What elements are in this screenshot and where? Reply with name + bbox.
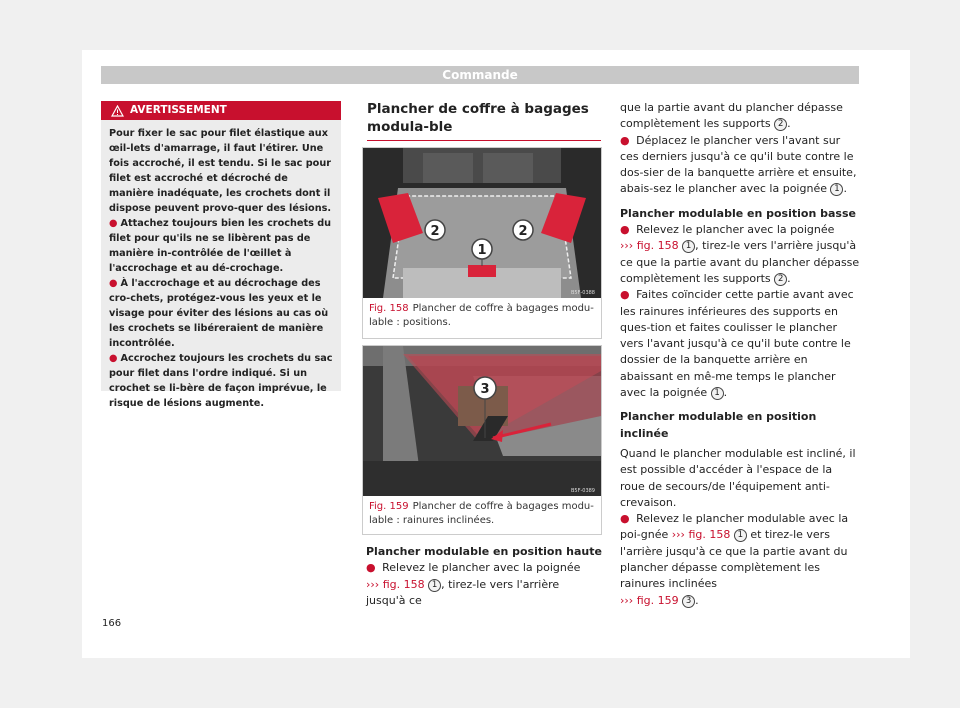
warning-title: AVERTISSEMENT xyxy=(130,104,227,116)
trunk-floor-illustration xyxy=(363,148,601,298)
warning-item: ● À l'accrochage et au décrochage des cro-chets, protégez-vous les yeux et le visage pour éviter des lésions au cas où les crochets se libéreraient de manière incontrôlée. xyxy=(109,278,329,349)
warning-box xyxy=(101,101,341,409)
subheading: Plancher modulable en position basse xyxy=(620,206,856,220)
figure-label: 1 xyxy=(477,243,487,258)
paragraph: que la partie avant du plancher dépasse complètement les supports 2 . xyxy=(620,101,843,131)
callout-number: 3 xyxy=(682,595,695,608)
figure-reference-link[interactable]: ››› fig. 158 xyxy=(671,528,731,542)
instruction-bullet: ● Faites coïncider cette partie avant avec les rainures inférieures des supports en ques-tion et faites coulisser le plancher vers l'avant jusqu'à ce qu'il bute contre le dossier de la banquette arrière en abaissant en mê-me temps le plancher avec la poignée 1 . xyxy=(620,288,854,400)
callout-number: 1 xyxy=(682,240,695,253)
section-title: Plancher de coffre à bagages modula-ble xyxy=(367,101,589,135)
trunk-inclined-illustration xyxy=(363,346,601,496)
bullet-icon: ● xyxy=(620,512,630,526)
figure-label: 2 xyxy=(430,224,440,239)
warning-title-bar xyxy=(101,101,341,120)
column-2-text xyxy=(366,544,602,609)
image-code: B5F-0389 xyxy=(570,488,595,494)
bullet-icon: ● xyxy=(109,278,118,289)
paragraph: Quand le plancher modulable est incliné, il est possible d'accéder à l'espace de la roue de secours/de l'équipement anti-crevaison. xyxy=(620,446,856,509)
figure-159 xyxy=(362,345,602,535)
instruction-bullet: ● Déplacez le plancher vers l'avant sur ces derniers jusqu'à ce qu'il bute contre le dos-sier de la banquette arrière et ensuite, abais-sez le plancher avec la poignée 1 . xyxy=(620,133,857,196)
warning-body xyxy=(101,120,341,411)
callout-number: 1 xyxy=(428,579,441,592)
figure-label: 3 xyxy=(480,382,490,397)
subheading: Plancher modulable en position haute xyxy=(366,545,602,558)
column-3-text xyxy=(620,100,860,609)
instruction-bullet: ● Relevez le plancher avec la poignée ››› fig. 158 1 , tirez-le vers l'arrière jusqu'à ce que la partie avant du plancher dépasse complètement les supports 2 . xyxy=(620,223,860,285)
figure-158 xyxy=(362,147,602,339)
figure-reference-link[interactable]: ››› fig. 158 xyxy=(366,577,425,591)
figure-label: 2 xyxy=(518,224,528,239)
figure-caption: Fig. 158 Plancher de coffre à bagages modu-lable : positions. xyxy=(369,303,594,328)
warning-intro: Pour fixer le sac pour filet élastique aux œil-lets d'amarrage, il faut l'étirer. Une fois accroché, il est tendu. Si le sac pour filet est accroché et décroché de manière inadéquate, les crochets dont il dispose peuvent provo-quer des lésions. xyxy=(109,128,332,214)
figure-reference-link[interactable]: ››› fig. 159 xyxy=(620,593,679,607)
bullet-icon: ● xyxy=(109,218,118,229)
bullet-icon: ● xyxy=(109,353,118,364)
callout-number: 1 xyxy=(711,387,724,400)
page-number: 166 xyxy=(102,618,122,629)
callout-number: 1 xyxy=(830,183,843,196)
instruction-bullet: ● Relevez le plancher modulable avec la poi-gnée ››› fig. 158 1 et tirez-le vers l'arrière jusqu'à ce que la partie avant du plancher dépasse complètement les rainures inclinées ››› fig. 159 3 . xyxy=(620,512,849,607)
figure-158-image xyxy=(363,148,601,298)
figure-159-image xyxy=(363,346,601,496)
figure-caption: Fig. 159 Plancher de coffre à bagages modu-lable : rainures inclinées. xyxy=(369,501,594,526)
warning-item: ● Accrochez toujours les crochets du sac pour filet dans l'ordre indiqué. Si un crochet se li-bère de façon imprévue, le risque de lésions augmente. xyxy=(109,353,333,409)
bullet-icon: ● xyxy=(620,223,630,237)
warning-item: ● Attachez toujours bien les crochets du filet pour qu'ils ne se libèrent pas de manière in-contrôlée de l'œillet à l'accrochage et au dé-crochage. xyxy=(109,218,332,274)
image-code: B5F-0388 xyxy=(570,290,595,296)
warning-triangle-icon xyxy=(111,105,124,117)
instruction-bullet: ● Relevez le plancher avec la poignée ››› fig. 158 1 , tirez-le vers l'arrière jusqu'à ce xyxy=(366,561,581,607)
bullet-icon: ● xyxy=(620,288,630,302)
page-header: Commande xyxy=(101,66,859,84)
callout-number: 1 xyxy=(734,529,747,542)
callout-number: 2 xyxy=(774,273,787,286)
section-title-rule xyxy=(367,140,601,141)
subheading: Plancher modulable en position inclinée xyxy=(620,410,817,440)
bullet-icon: ● xyxy=(620,133,630,147)
figure-reference-link[interactable]: ››› fig. 158 xyxy=(620,239,679,253)
bullet-icon: ● xyxy=(366,561,376,575)
callout-number: 2 xyxy=(774,118,787,131)
